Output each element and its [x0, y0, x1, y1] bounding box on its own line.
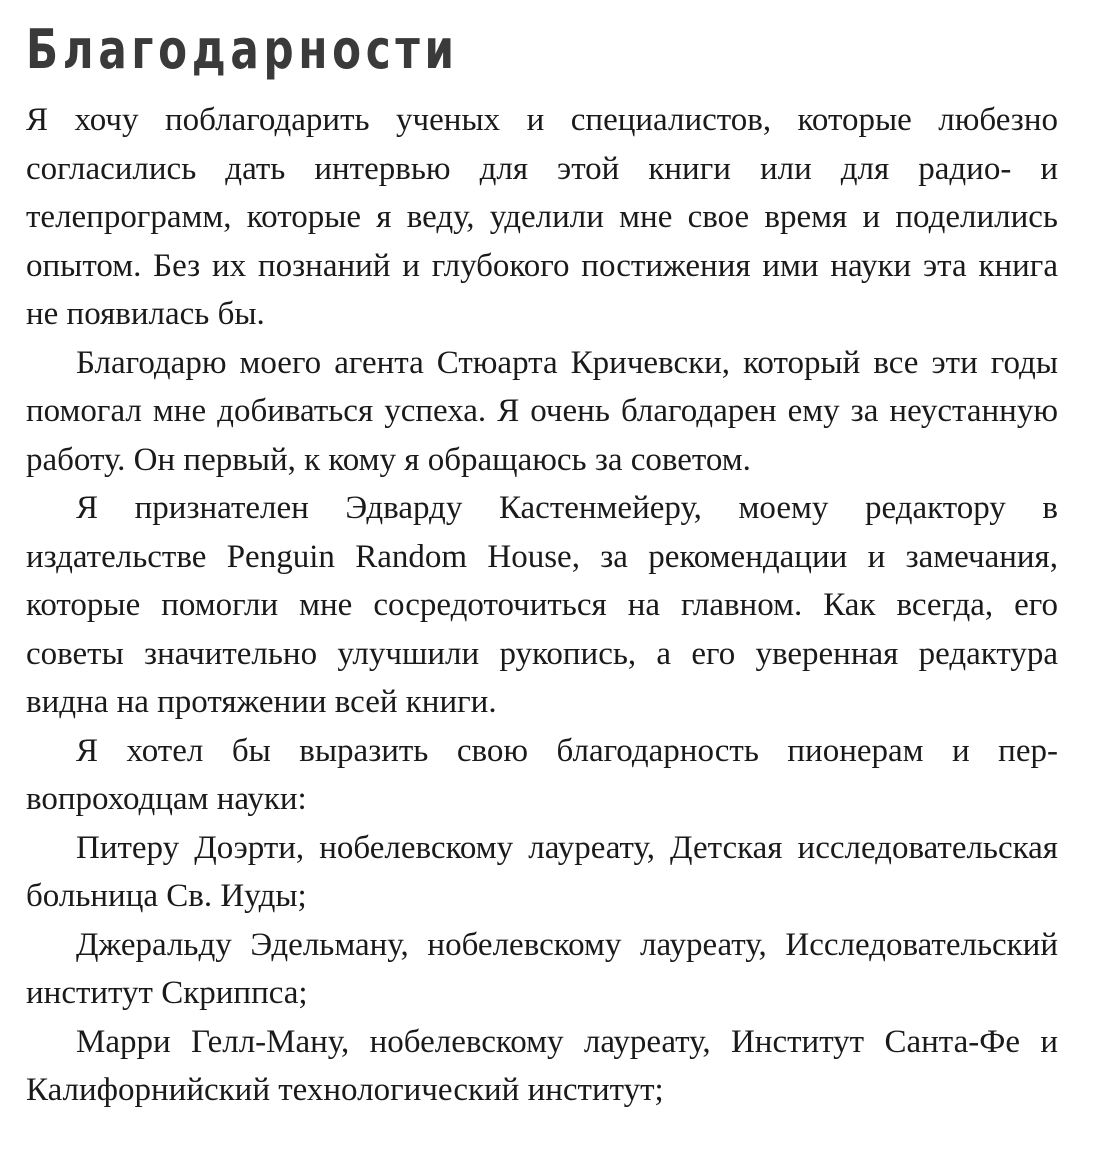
paragraph-gell-mann: Марри Гелл-Ману, нобелевскому лауреату, Институт Санта-Фе и Калифорнийский технологический институт; [26, 1023, 1058, 1108]
document-page [26, 18, 1058, 1115]
paragraph-doherty: Питеру Доэрти, нобелевскому лауреату, Детская исследовательская больница Св. Иуды; [26, 829, 1058, 914]
acknowledgements-body [26, 96, 1058, 1115]
page-title: Благодарности [26, 18, 459, 81]
paragraph-intro: Я хочу поблагодарить ученых и специалистов, которые любезно согласились дать интервью для этой книги или для радио- и телепрограмм, которые я веду, уделили мне свое время и поделились опытом. Без их познаний и глубокого постижения ими науки эта книга не появилась бы. [26, 102, 1058, 332]
paragraph-edelman: Джеральду Эдельману, нобелевскому лауреату, Исследовательский институт Скриппса; [26, 926, 1058, 1011]
paragraph-pioneers-intro: Я хотел бы выразить свою благодарность пионерам и первопроходцам науки: [26, 732, 1058, 817]
paragraph-editor: Я признателен Эдварду Кастенмейеру, моему редактору в издательстве Penguin Random House, за рекомендации и замечания, которые помогли мне сосредоточиться на главном. Как всегда, его советы значительно улучшили рукопись, а его уверенная редактура видна на протяжении всей книги. [26, 490, 1058, 720]
paragraph-agent: Благодарю моего агента Стюарта Кричевски, который все эти годы помогал мне добиваться успеха. Я очень благодарен ему за неустанную работу. Он первый, к кому я обращаюсь за советом. [26, 344, 1058, 478]
